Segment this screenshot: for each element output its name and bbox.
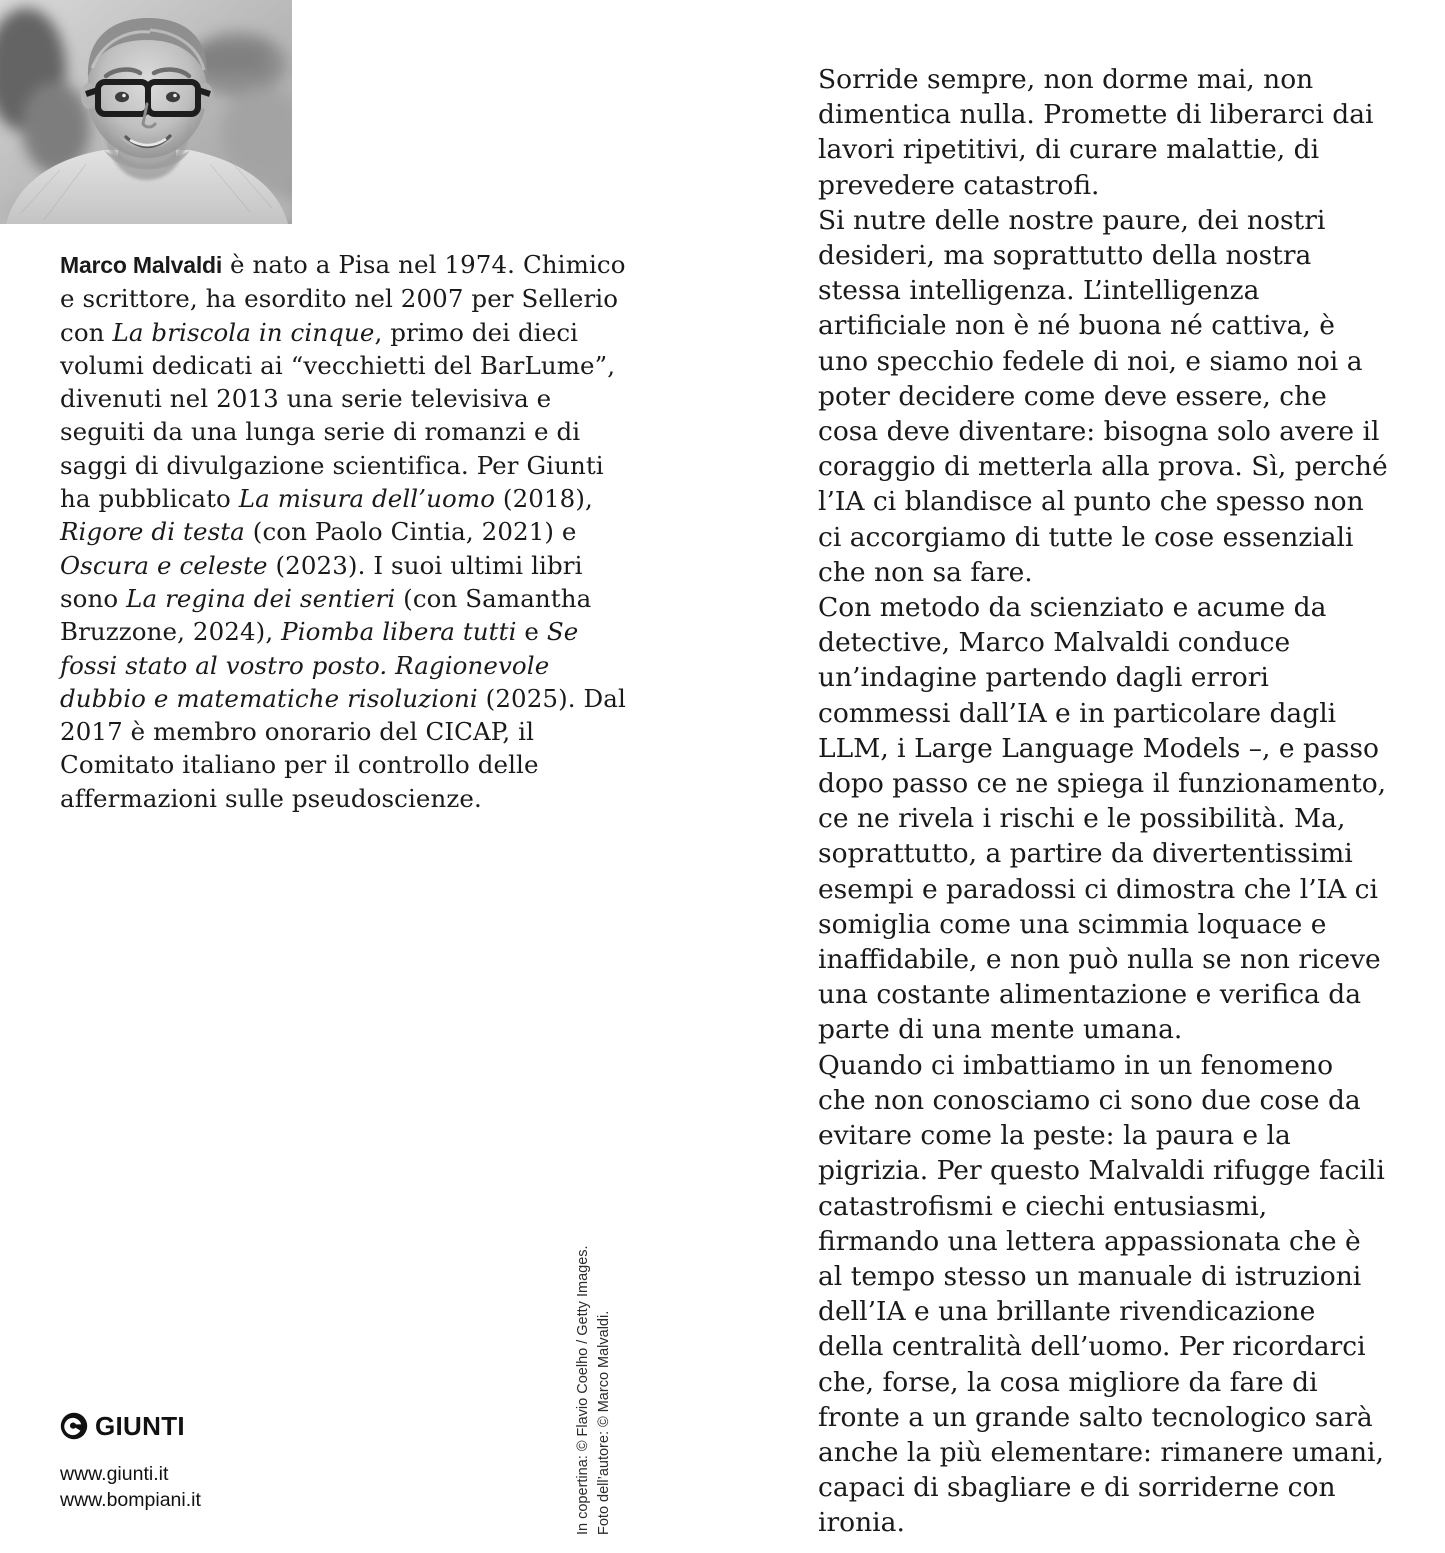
- blurb-paragraph: Con metodo da scienziato e acume da detective, Marco Malvaldi conduce un’indagine partendo dagli errori commessi dall’IA e in particolare dagli LLM, i Large Language Models –, e passo dopo passo ce ne spiega il funzionamento, ce ne rivela i rischi e le possibilità. Ma, soprattutto, a partire da divertentissimi esempi e paradossi ci dimostra che l’IA ci somiglia come una scimmia loquace e inaffidabile, e non può nulla se non riceve una costante alimentazione e verifica da parte di una mente umana.: [818, 592, 1387, 1046]
- author-photo: [0, 0, 292, 224]
- giunti-wordmark: GIUNTI: [95, 1411, 185, 1441]
- author-bio-text: [60, 248, 638, 815]
- author-photo-credit-line: Foto dell’autore: © Marco Malvaldi.: [596, 1310, 612, 1535]
- photo-credits: [575, 1195, 661, 1535]
- giunti-logo: [60, 1412, 201, 1440]
- blurb-paragraph: Quando ci imbattiamo in un fenomeno che non conosciamo ci sono due cose da evitare come la peste: la paura e la pigrizia. Per questo Malvaldi rifugge facili catastrofismi e ciechi entusiasmi, firmando una lettera appassionata che è al tempo stesso un manuale di istruzioni dell’IA e una brillante rivendicazione della centralità dell’uomo. Per ricordarci che, forse, la cosa migliore da fare di fronte a un grande salto tecnologico sarà anche la più elementare: rimanere umani, capaci di sbagliare e di sorriderne con ironia.: [818, 1049, 1385, 1539]
- cover-credit-line: In copertina: © Flavio Coelho / Getty Images.: [575, 1245, 591, 1535]
- book-blurb: [818, 62, 1388, 1541]
- publisher-block: [60, 1412, 201, 1513]
- author-name: Marco Malvaldi: [60, 252, 223, 278]
- blurb-paragraph: Sorride sempre, non dorme mai, non dimentica nulla. Promette di liberarci dai lavori ripetitivi, di curare malattie, di prevedere catastrofi.: [818, 64, 1374, 201]
- url-bompiani[interactable]: www.bompiani.it: [60, 1489, 201, 1511]
- publisher-urls: [60, 1461, 201, 1513]
- author-bio-body: è nato a Pisa nel 1974. Chimico e scrittore, ha esordito nel 2007 per Sellerio con La briscola in cinque, primo dei dieci volumi dedicati ai “vecchietti del BarLume”, divenuti nel 2013 una serie televisiva e seguiti da una lunga serie di romanzi e di saggi di divulgazione scientifica. Per Giunti ha pubblicato La misura dell’uomo (2018), Rigore di testa (con Paolo Cintia, 2021) e Oscura e celeste (2023). I suoi ultimi libri sono La regina dei sentieri (con Samantha Bruzzone, 2024), Piomba libera tutti e Se fossi stato al vostro posto. Ragionevole dubbio e matematiche risoluzioni (2025). Dal 2017 è membro onorario del CICAP, il Comitato italiano per il controllo delle affermazioni sulle pseudoscienze.: [60, 250, 626, 813]
- blurb-paragraph: Si nutre delle nostre paure, dei nostri desideri, ma soprattutto della nostra stessa intelligenza. L’intelligenza artificiale non è né buona né cattiva, è uno specchio fedele di noi, e siamo noi a poter decidere come deve essere, che cosa deve diventare: bisogna solo avere il coraggio di metterla alla prova. Sì, perché l’IA ci blandisce al punto che spesso non ci accorgiamo di tutte le cose essenziali che non sa fare.: [818, 204, 1388, 588]
- url-giunti[interactable]: www.giunti.it: [60, 1463, 169, 1485]
- giunti-circle-g-icon: [60, 1412, 88, 1440]
- author-portrait-image: [0, 0, 292, 224]
